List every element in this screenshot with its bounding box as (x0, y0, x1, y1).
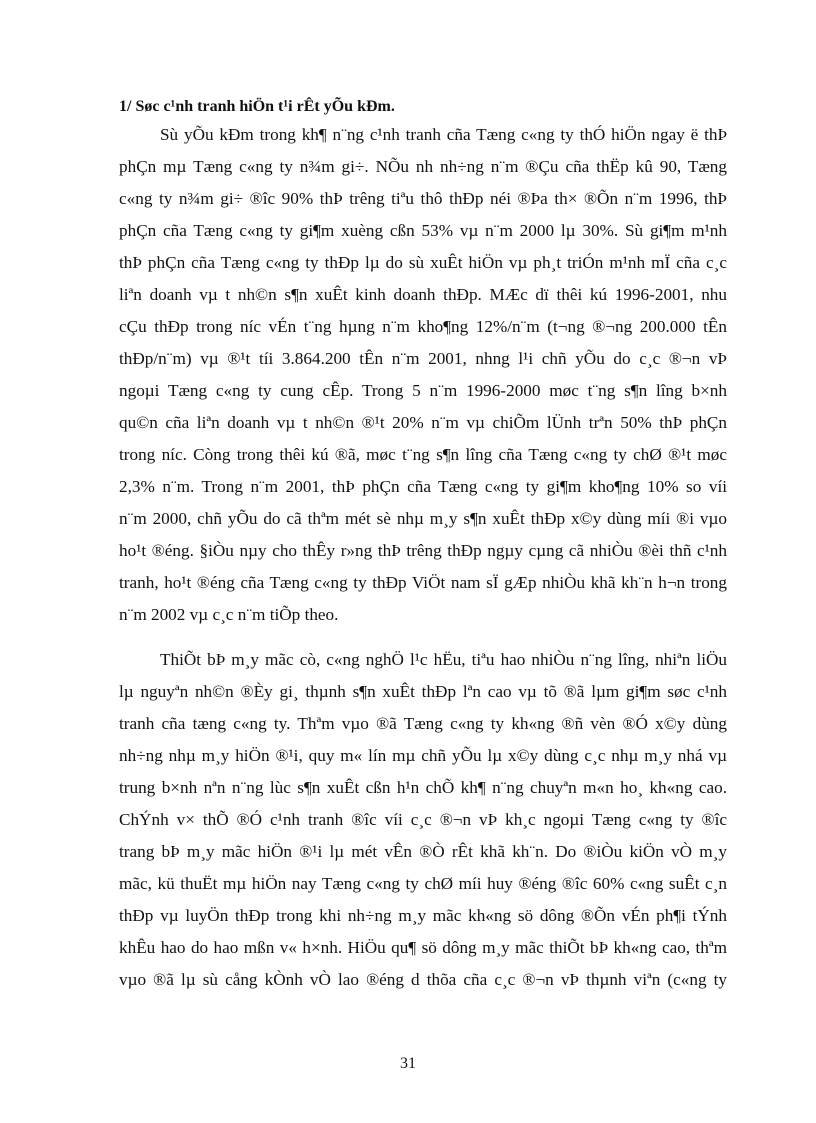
paragraph-2-line-1: ThiÕt bÞ m¸y mãc cò, c«ng nghÖ l¹c hËu, tiªu hao nhiÒu n¨ng lîng, nhiªn liÖu (160, 650, 727, 669)
section-heading: 1/ Søc c¹nh tranh hiÖn t¹i rÊt yÕu kÐm. (119, 98, 395, 115)
paragraph-1-line-11: trong níc. Còng trong thêi kú ®ã, møc t¨ng s¶n lîng cña Tæng c«ng ty chØ ®¹t møc (119, 445, 727, 464)
paragraph-2-line-8: mãc, kü thuËt mµ hiÖn nay Tæng c«ng ty chØ míi huy ®éng ®îc 60% c«ng suÊt c¸n (119, 874, 727, 893)
paragraph-1-line-8: thÐp/n¨m) vµ ®¹t tíi 3.864.200 tÊn n¨m 2001, nhng l¹i chñ yÕu do c¸c ®¬n vÞ (119, 349, 727, 368)
paragraph-2-line-11: vµo ®ã lµ sù cång kÒnh vÒ lao ®éng d thõa cña c¸c ®¬n vÞ thµnh viªn (c«ng ty (119, 970, 727, 989)
paragraph-2-line-5: trung b×nh nªn n¨ng lùc s¶n xuÊt cßn h¹n chÕ kh¶ n¨ng chuyªn m«n ho¸ kh«ng cao. (119, 778, 727, 797)
page-number: 31 (400, 1055, 416, 1072)
paragraph-2-line-3: tranh cña tæng c«ng ty. Thªm vµo ®ã Tæng c«ng ty kh«ng ®ñ vèn ®Ó x©y dùng (119, 714, 727, 733)
paragraph-2-line-10: khÊu hao do hao mßn v« h×nh. HiÖu qu¶ sö dông m¸y mãc thiÕt bÞ kh«ng cao, thªm (119, 938, 727, 957)
paragraph-1-line-12: 2,3% n¨m. Trong n¨m 2001, thÞ phÇn cña Tæng c«ng ty gi¶m kho¶ng 10% so víi (119, 477, 727, 496)
paragraph-1-line-5: thÞ phÇn cña Tæng c«ng ty thÐp lµ do sù xuÊt hiÖn vµ ph¸t triÓn m¹nh mÏ cña c¸c (119, 253, 727, 272)
paragraph-2-line-7: trang bÞ m¸y mãc hiÖn ®¹i lµ mét vÊn ®Ò rÊt khã kh¨n. Do ®iÒu kiÖn vÒ m¸y (119, 842, 727, 861)
paragraph-1-line-2: phÇn mµ Tæng c«ng ty n¾m gi÷. NÕu nh nh÷ng n¨m ®Çu cña thËp kû 90, Tæng (119, 157, 727, 176)
paragraph-2-line-9: thÐp vµ luyÖn thÐp trong khi nh÷ng m¸y mãc kh«ng sö dông ®Õn vÉn ph¶i tÝnh (119, 906, 727, 925)
paragraph-1-line-3: c«ng ty n¾m gi÷ ®îc 90% thÞ trêng tiªu thô thÐp néi ®Þa th× ®Õn n¨m 1996, thÞ (119, 189, 727, 208)
paragraph-2-line-6: ChÝnh v× thÕ ®Ó c¹nh tranh ®îc víi c¸c ®¬n vÞ kh¸c ngoµi Tæng c«ng ty ®îc (119, 810, 727, 829)
paragraph-1-line-14: ho¹t ®éng. §iÒu nµy cho thÊy r»ng thÞ trêng thÐp ngµy cµng cã nhiÒu ®èi thñ c¹nh (119, 541, 727, 560)
paragraph-1-line-9: ngoµi Tæng c«ng ty cung cÊp. Trong 5 n¨m 1996-2000 møc t¨ng s¶n lîng b×nh (119, 381, 727, 400)
paragraph-2-line-2: lµ nguyªn nh©n ®Èy gi¸ thµnh s¶n xuÊt thÐp lªn cao vµ tõ ®ã lµm gi¶m søc c¹nh (119, 682, 727, 701)
paragraph-1-line-10: qu©n cña liªn doanh vµ t nh©n ®¹t 20% n¨m vµ chiÕm lÜnh trªn 50% thÞ phÇn (119, 413, 727, 432)
paragraph-1-line-7: cÇu thÐp trong níc vÉn t¨ng hµng n¨m kho¶ng 12%/n¨m (t¬ng ®¬ng 200.000 tÊn (119, 317, 727, 336)
paragraph-1-line-6: liªn doanh vµ t nh©n s¶n xuÊt kinh doanh thÐp. MÆc dï thêi kú 1996-2001, nhu (119, 285, 727, 304)
paragraph-1-line-1: Sù yÕu kÐm trong kh¶ n¨ng c¹nh tranh cña Tæng c«ng ty thÓ hiÖn ngay ë thÞ (160, 125, 727, 144)
paragraph-1-line-13: n¨m 2000, chñ yÕu do cã thªm mét sè nhµ m¸y s¶n xuÊt thÐp x©y dùng míi ®i vµo (119, 509, 727, 528)
paragraph-1-line-16: n¨m 2002 vµ c¸c n¨m tiÕp theo. (119, 605, 339, 624)
paragraph-1-line-4: phÇn cña Tæng c«ng ty gi¶m xuèng cßn 53% vµ n¨m 2000 lµ 30%. Sù gi¶m m¹nh (119, 221, 727, 240)
paragraph-2-line-4: nh÷ng nhµ m¸y hiÖn ®¹i, quy m« lín mµ chñ yÕu lµ x©y dùng c¸c nhµ m¸y nhá vµ (119, 746, 727, 765)
paragraph-1-line-15: tranh, ho¹t ®éng cña Tæng c«ng ty thÐp ViÖt nam sÏ gÆp nhiÒu khã kh¨n h¬n trong (119, 573, 727, 592)
